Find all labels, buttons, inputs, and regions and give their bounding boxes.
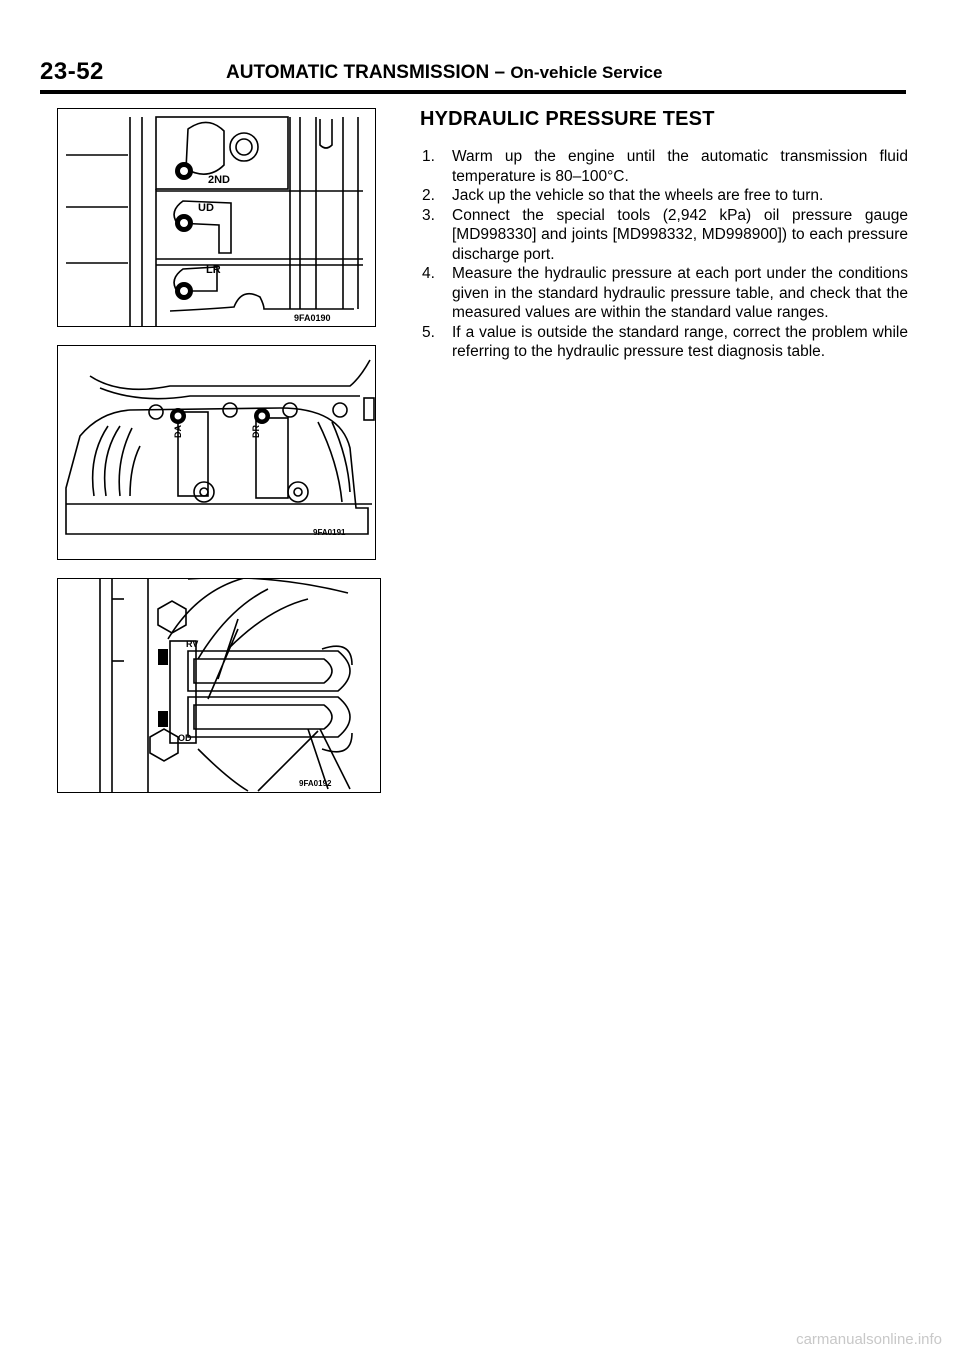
figure-ports-rv-od: [57, 578, 381, 793]
step-2: [420, 186, 908, 206]
step-number: 2.: [422, 187, 435, 204]
port-label-dr: DR: [251, 425, 261, 438]
port-label-lr: LR: [206, 264, 221, 276]
step-3: [420, 206, 908, 265]
port-label-da: DA: [173, 425, 183, 438]
port-label-ud: UD: [198, 202, 214, 214]
port-label-2nd: 2ND: [208, 174, 231, 186]
title-dash: –: [489, 62, 511, 83]
figure-3-drawing: [58, 579, 380, 792]
step-1: [420, 147, 908, 186]
page-number: 23-52: [40, 58, 104, 85]
figure-code: 9FA0191: [313, 528, 346, 537]
step-text: Measure the hydraulic pressure at each port under the conditions given in the standard hydraulic pressure table, and check that the measured values are within the standard value ranges.: [452, 265, 908, 321]
chapter-title-main: AUTOMATIC TRANSMISSION: [226, 62, 490, 83]
step-text: Warm up the engine until the automatic transmission fluid temperature is 80–100°C.: [452, 148, 908, 185]
hydraulic-pressure-test-section: [420, 108, 908, 362]
step-text: Connect the special tools (2,942 kPa) oil pressure gauge [MD998330] and joints [MD998332, MD998900]) to each pressure discharge port.: [452, 206, 908, 263]
port-label-rv: RV: [186, 639, 199, 649]
chapter-subtitle: On-vehicle Service: [510, 63, 663, 82]
figure-1-drawing: [58, 109, 375, 326]
step-number: 1.: [422, 148, 435, 165]
step-text: If a value is outside the standard range, correct the problem while referring to the hydraulic pressure test diagnosis table.: [452, 323, 908, 360]
figure-code: 9FA0192: [299, 779, 332, 788]
watermark: carmanualsonline.info: [796, 1331, 942, 1348]
page-header: [40, 58, 906, 92]
chapter-title: [226, 62, 662, 84]
step-text: Jack up the vehicle so that the wheels are free to turn.: [452, 187, 824, 204]
step-number: 3.: [422, 206, 435, 224]
figure-code: 9FA0190: [294, 313, 331, 323]
step-4: [420, 264, 908, 323]
step-5: [420, 323, 908, 362]
figure-ports-2nd-ud-lr: [57, 108, 376, 327]
port-label-od: OD: [178, 733, 192, 743]
figure-ports-da-dr: [57, 345, 376, 560]
procedure-steps: [420, 147, 908, 362]
step-number: 5.: [422, 323, 435, 341]
step-number: 4.: [422, 265, 435, 282]
section-heading: HYDRAULIC PRESSURE TEST: [420, 108, 715, 130]
header-rule: [40, 90, 906, 94]
